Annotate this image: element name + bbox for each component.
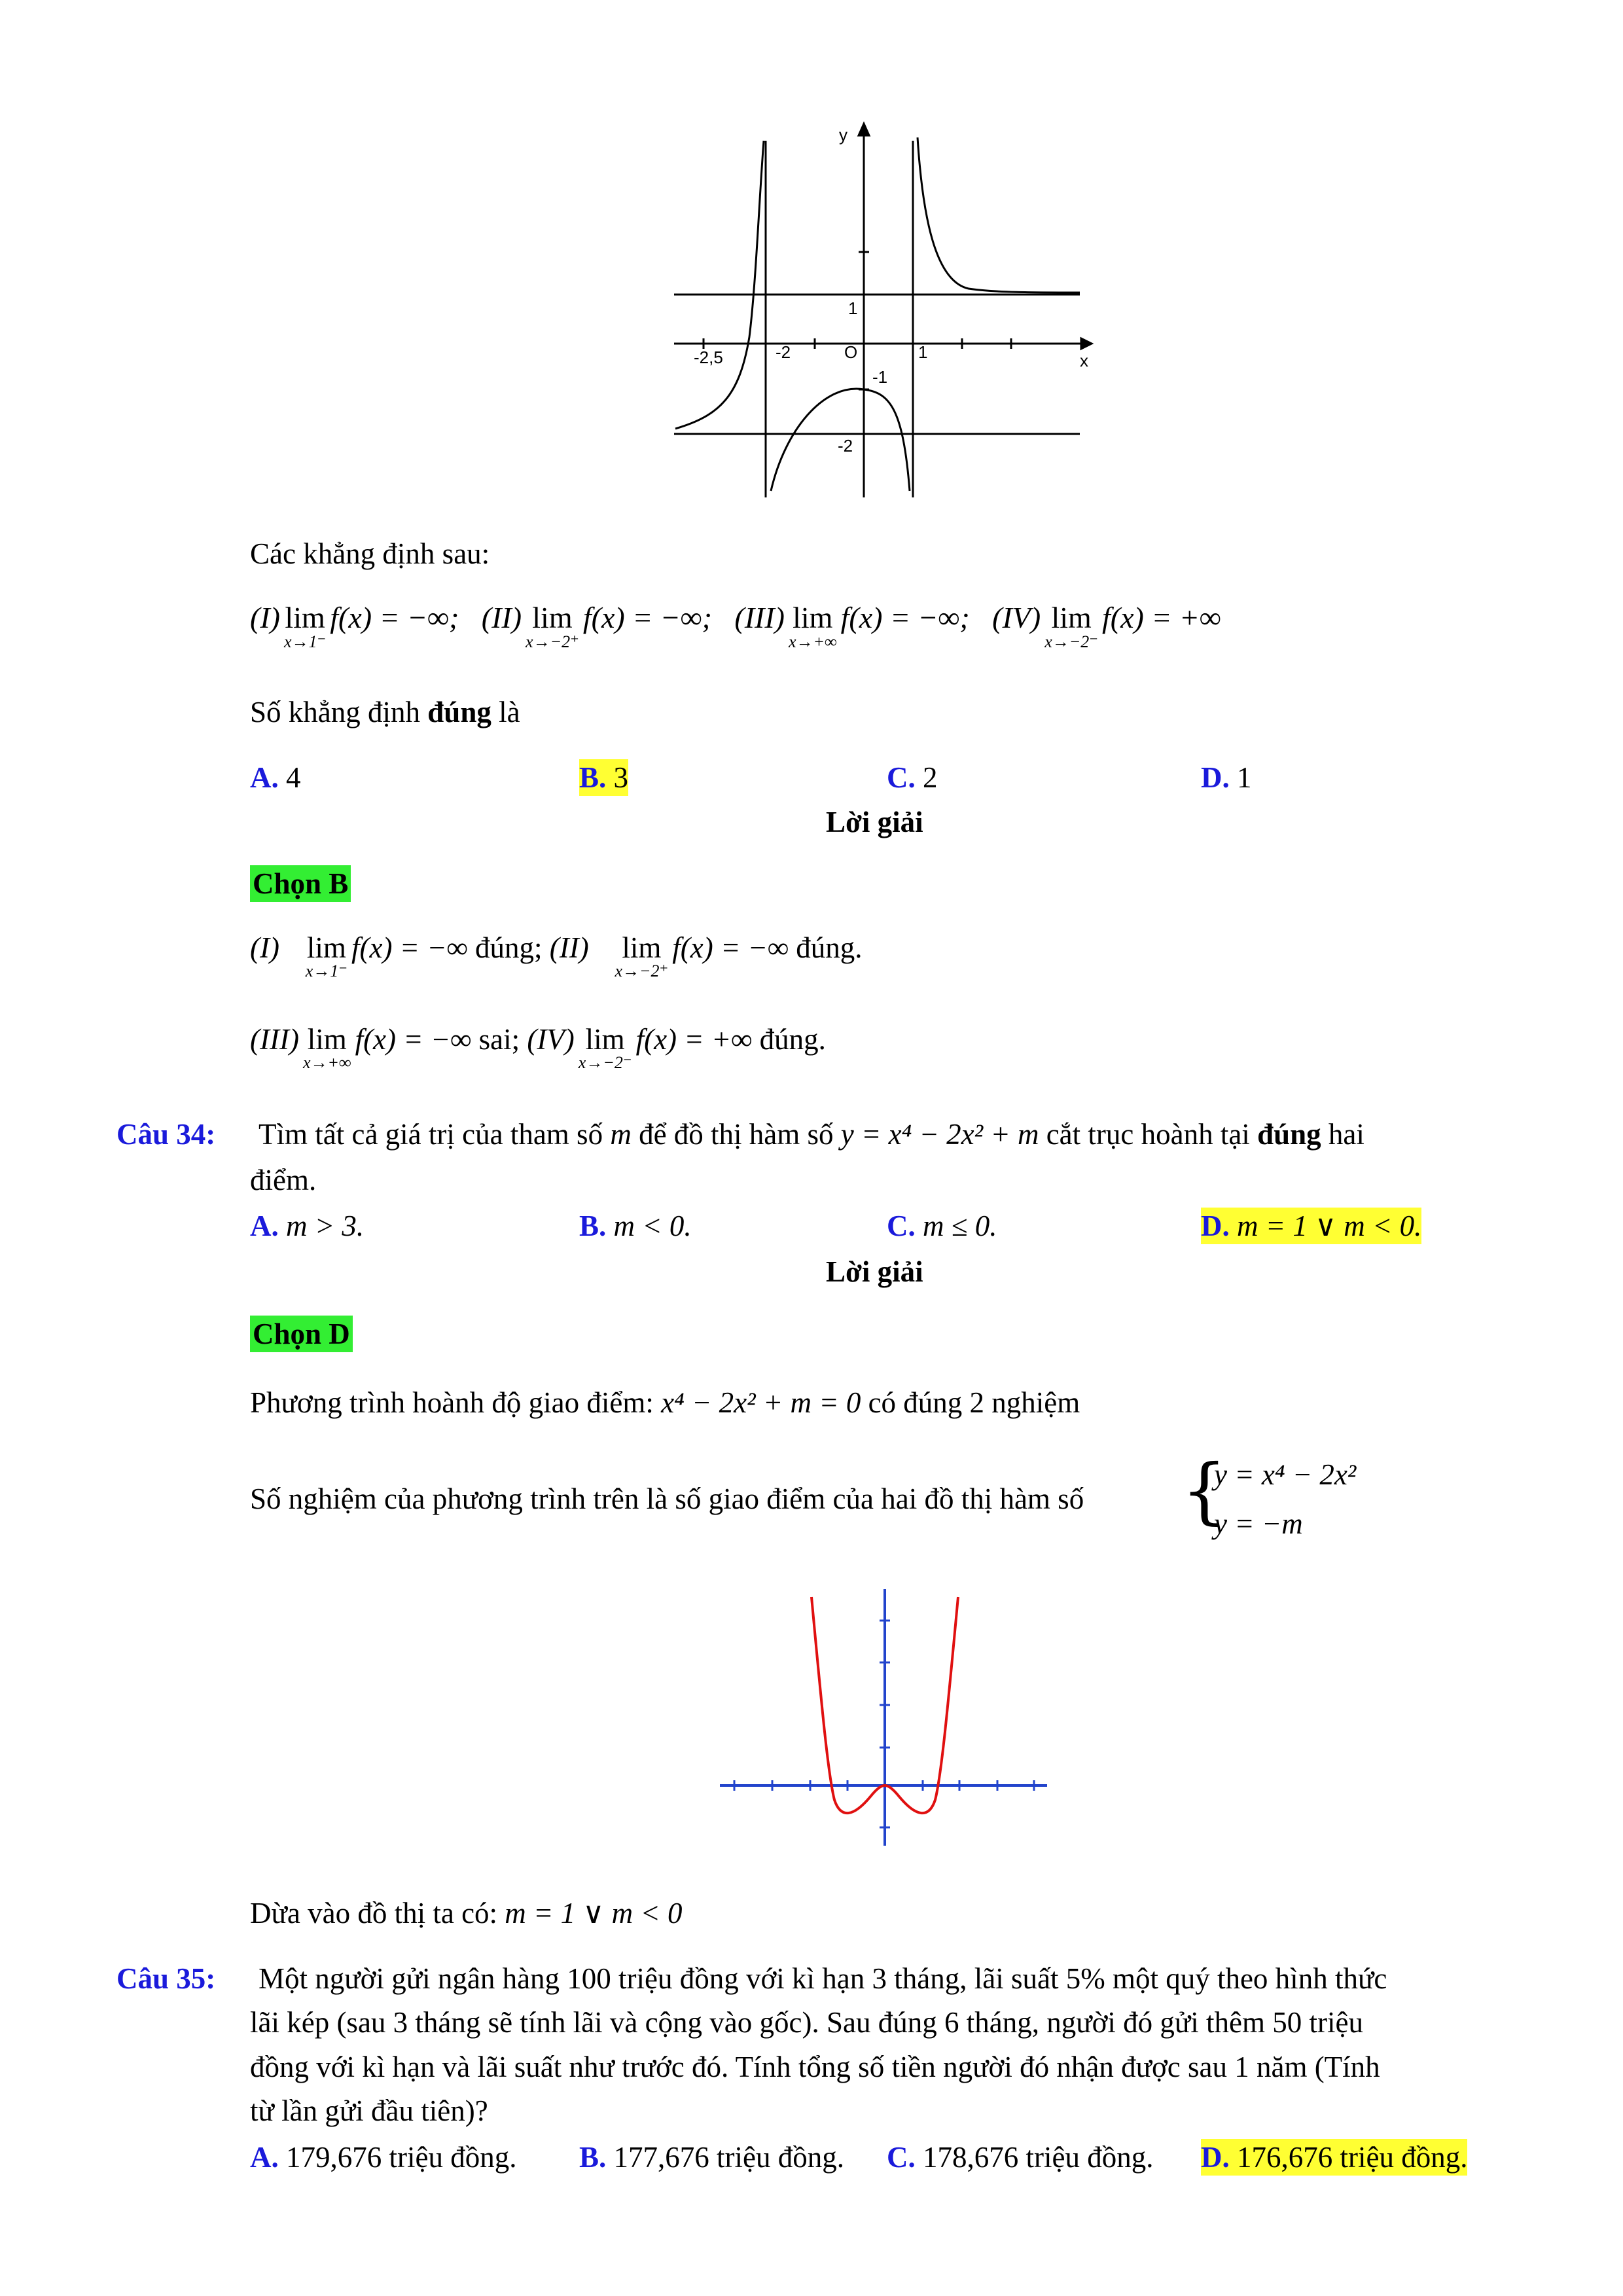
q33-option-a[interactable]: A. 4	[250, 761, 301, 794]
graph1-tick-y1: 1	[848, 298, 858, 318]
q34-system-eq2: y = −m	[1214, 1507, 1303, 1540]
q35-option-c[interactable]: C. 178,676 triệu đồng.	[887, 2141, 1154, 2174]
q35-option-a[interactable]: A. 179,676 triệu đồng.	[250, 2141, 517, 2174]
q35-line4: từ lần gửi đầu tiên)?	[250, 2094, 488, 2127]
q33-solution-line2: (III) lim x→+∞ f(x) = −∞ sai; (IV) lim x→−2⁻ f(x) = +∞ đúng.	[250, 1023, 826, 1073]
q34-label: Câu 34:	[116, 1118, 216, 1151]
graph1-tick-ym2: -2	[838, 436, 853, 456]
q35-option-b[interactable]: B. 177,676 triệu đồng.	[579, 2141, 844, 2174]
q35-line2: lãi kép (sau 3 tháng sẽ tính lãi và cộng vào gốc). Sau đúng 6 tháng, người đó gửi thêm 50 triệu	[250, 2006, 1363, 2039]
q33-statements: (I) lim x→1⁻ f(x) = −∞; (II) lim x→−2⁺ f(x) = −∞; (III) lim x→+∞ f(x) = −∞; (IV) lim x→−2⁻ f(x) = +∞	[250, 601, 1221, 651]
graph1-tick-ym1: -1	[872, 367, 888, 387]
q33-solution-title: Lời giải	[826, 806, 923, 838]
q34-conclusion: Dừa vào đồ thị ta có: m = 1 ∨ m < 0	[250, 1897, 683, 1929]
q34-solution-line2: Số nghiệm của phương trình trên là số giao điểm của hai đồ thị hàm số	[250, 1482, 1084, 1515]
q34-choose: Chọn D	[250, 1316, 353, 1352]
q33-option-b[interactable]: B. 3	[579, 759, 628, 796]
q35-line3: đồng với kì hạn và lãi suất như trước đó. Tính tổng số tiền người đó nhận được sau 1 năm (Tính	[250, 2051, 1380, 2083]
q34-option-a[interactable]: A. m > 3.	[250, 1210, 365, 1242]
q34-solution-line1: Phương trình hoành độ giao điểm: x⁴ − 2x² + m = 0 có đúng 2 nghiệm	[250, 1386, 1080, 1419]
graph1-tick-1: 1	[918, 342, 928, 362]
q34-text-line1: Tìm tất cả giá trị của tham số m để đồ thị hàm số y = x⁴ − 2x² + m cắt trục hoành tại đúng hai	[259, 1118, 1364, 1151]
q35-line1: Một người gửi ngân hàng 100 triệu đồng với kì hạn 3 tháng, lãi suất 5% một quý theo hình thức	[259, 1962, 1387, 1995]
q33-question: Số khẳng định đúng là	[250, 696, 520, 728]
curve-left-branch	[675, 141, 764, 429]
graph1-tick-m2: -2	[776, 342, 791, 362]
q35-label: Câu 35:	[116, 1962, 216, 1995]
q33-intro: Các khẳng định sau:	[250, 537, 490, 570]
q34-text-line2: điểm.	[250, 1164, 317, 1196]
graph-quartic-function	[713, 1584, 1054, 1859]
graph1-x-label: x	[1080, 351, 1088, 370]
graph-rational-function	[668, 121, 1099, 501]
q33-option-d[interactable]: D. 1	[1201, 761, 1252, 794]
q33-option-c[interactable]: C. 2	[887, 761, 938, 794]
graph1-y-label: y	[839, 125, 847, 145]
curve-right-branch	[918, 137, 1080, 293]
q33-choose: Chọn B	[250, 865, 351, 902]
q34-option-c[interactable]: C. m ≤ 0.	[887, 1210, 997, 1242]
system-brace: {	[1181, 1448, 1227, 1532]
graph1-tick-0: O	[844, 342, 858, 362]
q34-option-d[interactable]: D. m = 1 ∨ m < 0.	[1201, 1208, 1421, 1244]
graph1-tick-m25: -2,5	[694, 348, 723, 367]
q34-solution-title: Lời giải	[826, 1255, 923, 1288]
q35-option-d[interactable]: D. 176,676 triệu đồng.	[1201, 2139, 1467, 2176]
q34-system-eq1: y = x⁴ − 2x²	[1214, 1458, 1357, 1491]
q34-option-b[interactable]: B. m < 0.	[579, 1210, 692, 1242]
q33-solution-line1: (I) lim x→1⁻ f(x) = −∞ đúng; (II) lim x→−2⁺ f(x) = −∞ đúng.	[250, 931, 863, 981]
